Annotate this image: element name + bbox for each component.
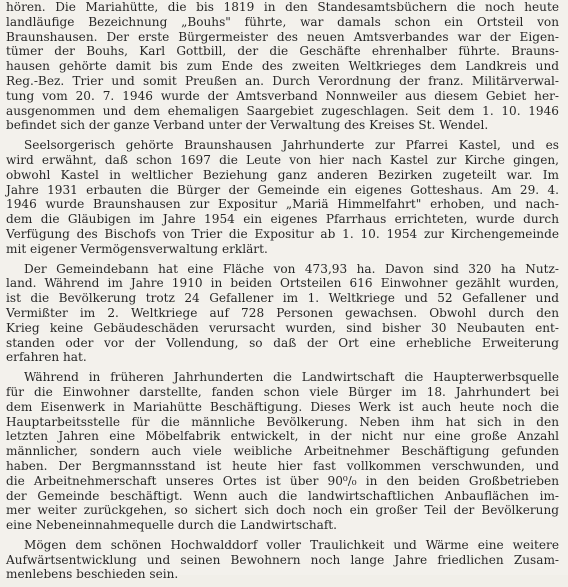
text-line: dem Eisenwerk in Mariahütte Beschäftigung. Dieses Werk ist auch heute noch die xyxy=(6,399,559,414)
text-line: ausgenommen und dem ehemaligen Saargebiet zugeschlagen. Seit dem 1. 10. 1946 xyxy=(6,103,559,118)
text-line: letzten Jahren eine Möbelfabrik entwickelt, in der nicht nur eine große Anzahl xyxy=(6,429,559,444)
text-line: eine Nebeneinnahmequelle durch die Landwirtschaft. xyxy=(6,518,338,533)
text-line: Mögen dem schönen Hochwalddorf voller Traulichkeit und Wärme eine weitere xyxy=(24,537,559,552)
text-line: ist die Bevölkerung trotz 24 Gefallener im 1. Weltkriege und 52 Gefallener und xyxy=(6,291,559,306)
paragraph-2 xyxy=(6,138,559,256)
text-line: tung vom 20. 7. 1946 wurde der Amtsverband Nonnweiler aus diesem Gebiet her- xyxy=(6,88,559,103)
text-line: obwohl Kastel in weltlicher Beziehung ganz anderen Bezirken zugeteilt war. Im xyxy=(6,167,559,182)
text-line: für die Einwohner darstellte, fanden schon viele Bürger im 18. Jahrhundert bei xyxy=(6,384,559,399)
text-line: Jahre 1931 erbauten die Bürger der Gemeinde ein eigenes Gotteshaus. Am 29. 4. xyxy=(6,182,559,197)
text-line: tümer der Bouhs, Karl Gottbill, der die Geschäfte ehrenhalber führte. Brauns- xyxy=(6,44,559,59)
text-line: Hauptarbeitsstelle für die männliche Bevölkerung. Neben ihm hat sich in den xyxy=(6,414,559,429)
text-line: standen oder vor der Vollendung, so daß der Ort eine erhebliche Erweiterung xyxy=(6,335,559,350)
text-line: mer weiter zurückgehen, so sichert sich doch noch ein großer Teil der Bevölkerung xyxy=(6,503,559,518)
text-line: befindet sich der ganze Verband unter der Verwaltung des Kreises St. Wendel. xyxy=(6,118,489,133)
paragraph-4 xyxy=(6,370,559,533)
text-line: erfahren hat. xyxy=(6,350,87,365)
text-line: der Gemeinde beschäftigt. Wenn auch die landwirtschaftlichen Anbauflächen im- xyxy=(6,488,559,503)
paragraph-3 xyxy=(6,262,559,366)
text-line: haben. Der Bergmannsstand ist heute hier fast vollkommen verschwunden, und xyxy=(6,458,559,473)
text-line: Aufwärtsentwicklung und seinen Bewohnern noch lange Jahre friedlichen Zusam- xyxy=(6,552,559,567)
text-line: Reg.-Bez. Trier und somit Preußen an. Durch Verordnung der franz. Militärverwal- xyxy=(6,73,559,88)
text-line: Krieg keine Gebäudeschäden verursacht wurden, sind bisher 30 Neubauten ent- xyxy=(6,320,559,335)
text-line: mit eigener Vermögensverwaltung erklärt. xyxy=(6,241,268,256)
text-line: Verfügung des Bischofs von Trier die Expositur ab 1. 10. 1954 zur Kirchengemeinde xyxy=(6,226,559,241)
text-line: Vermißter im 2. Weltkriege auf 728 Personen gewachsen. Obwohl durch den xyxy=(6,305,559,320)
text-line: Braunshausen. Der erste Bürgermeister des neuen Amtsverbandes war der Eigen- xyxy=(6,29,559,44)
text-line: Der Gemeindebann hat eine Fläche von 473,93 ha. Davon sind 320 ha Nutz- xyxy=(24,261,559,276)
text-line: hören. Die Mariahütte, die bis 1819 in den Standesamtsbüchern die noch heute xyxy=(6,0,559,14)
text-line: landläufige Bezeichnung „Bouhs" führte, war damals schon ein Ortsteil von xyxy=(6,14,559,29)
text-line: männlicher, sondern auch viele weibliche Arbeitnehmer Beschäftigung gefunden xyxy=(6,444,559,459)
text-column xyxy=(6,0,559,587)
paragraph-1 xyxy=(6,0,559,133)
text-line: dem die Gläubigen im Jahre 1954 ein eigenes Pfarrhaus errichteten, wurde durch xyxy=(6,212,559,227)
text-line: hausen gehörte damit bis zum Ende des zweiten Weltkrieges dem Landkreis und xyxy=(6,59,559,74)
text-line: Seelsorgerisch gehörte Braunshausen Jahrhunderte zur Pfarrei Kastel, und es xyxy=(24,138,559,153)
text-line: Während in früheren Jahrhunderten die Landwirtschaft die Haupterwerbsquelle xyxy=(24,370,559,385)
text-line: menlebens beschieden sein. xyxy=(6,567,179,582)
text-line: wird erwähnt, daß schon 1697 die Leute von hier nach Kastel zur Kirche gingen, xyxy=(6,152,559,167)
text-line: land. Während im Jahre 1910 in beiden Ortsteilen 616 Einwohner gezählt wurden, xyxy=(6,276,559,291)
text-line: die Arbeitnehmerschaft unseres Ortes ist über 90⁰/₀ in den beiden Großbetrieben xyxy=(6,473,559,488)
text-line: 1946 wurde Braunshausen zur Expositur „Mariä Himmelfahrt" erhoben, und nach- xyxy=(6,197,559,212)
paragraph-5 xyxy=(6,538,559,582)
